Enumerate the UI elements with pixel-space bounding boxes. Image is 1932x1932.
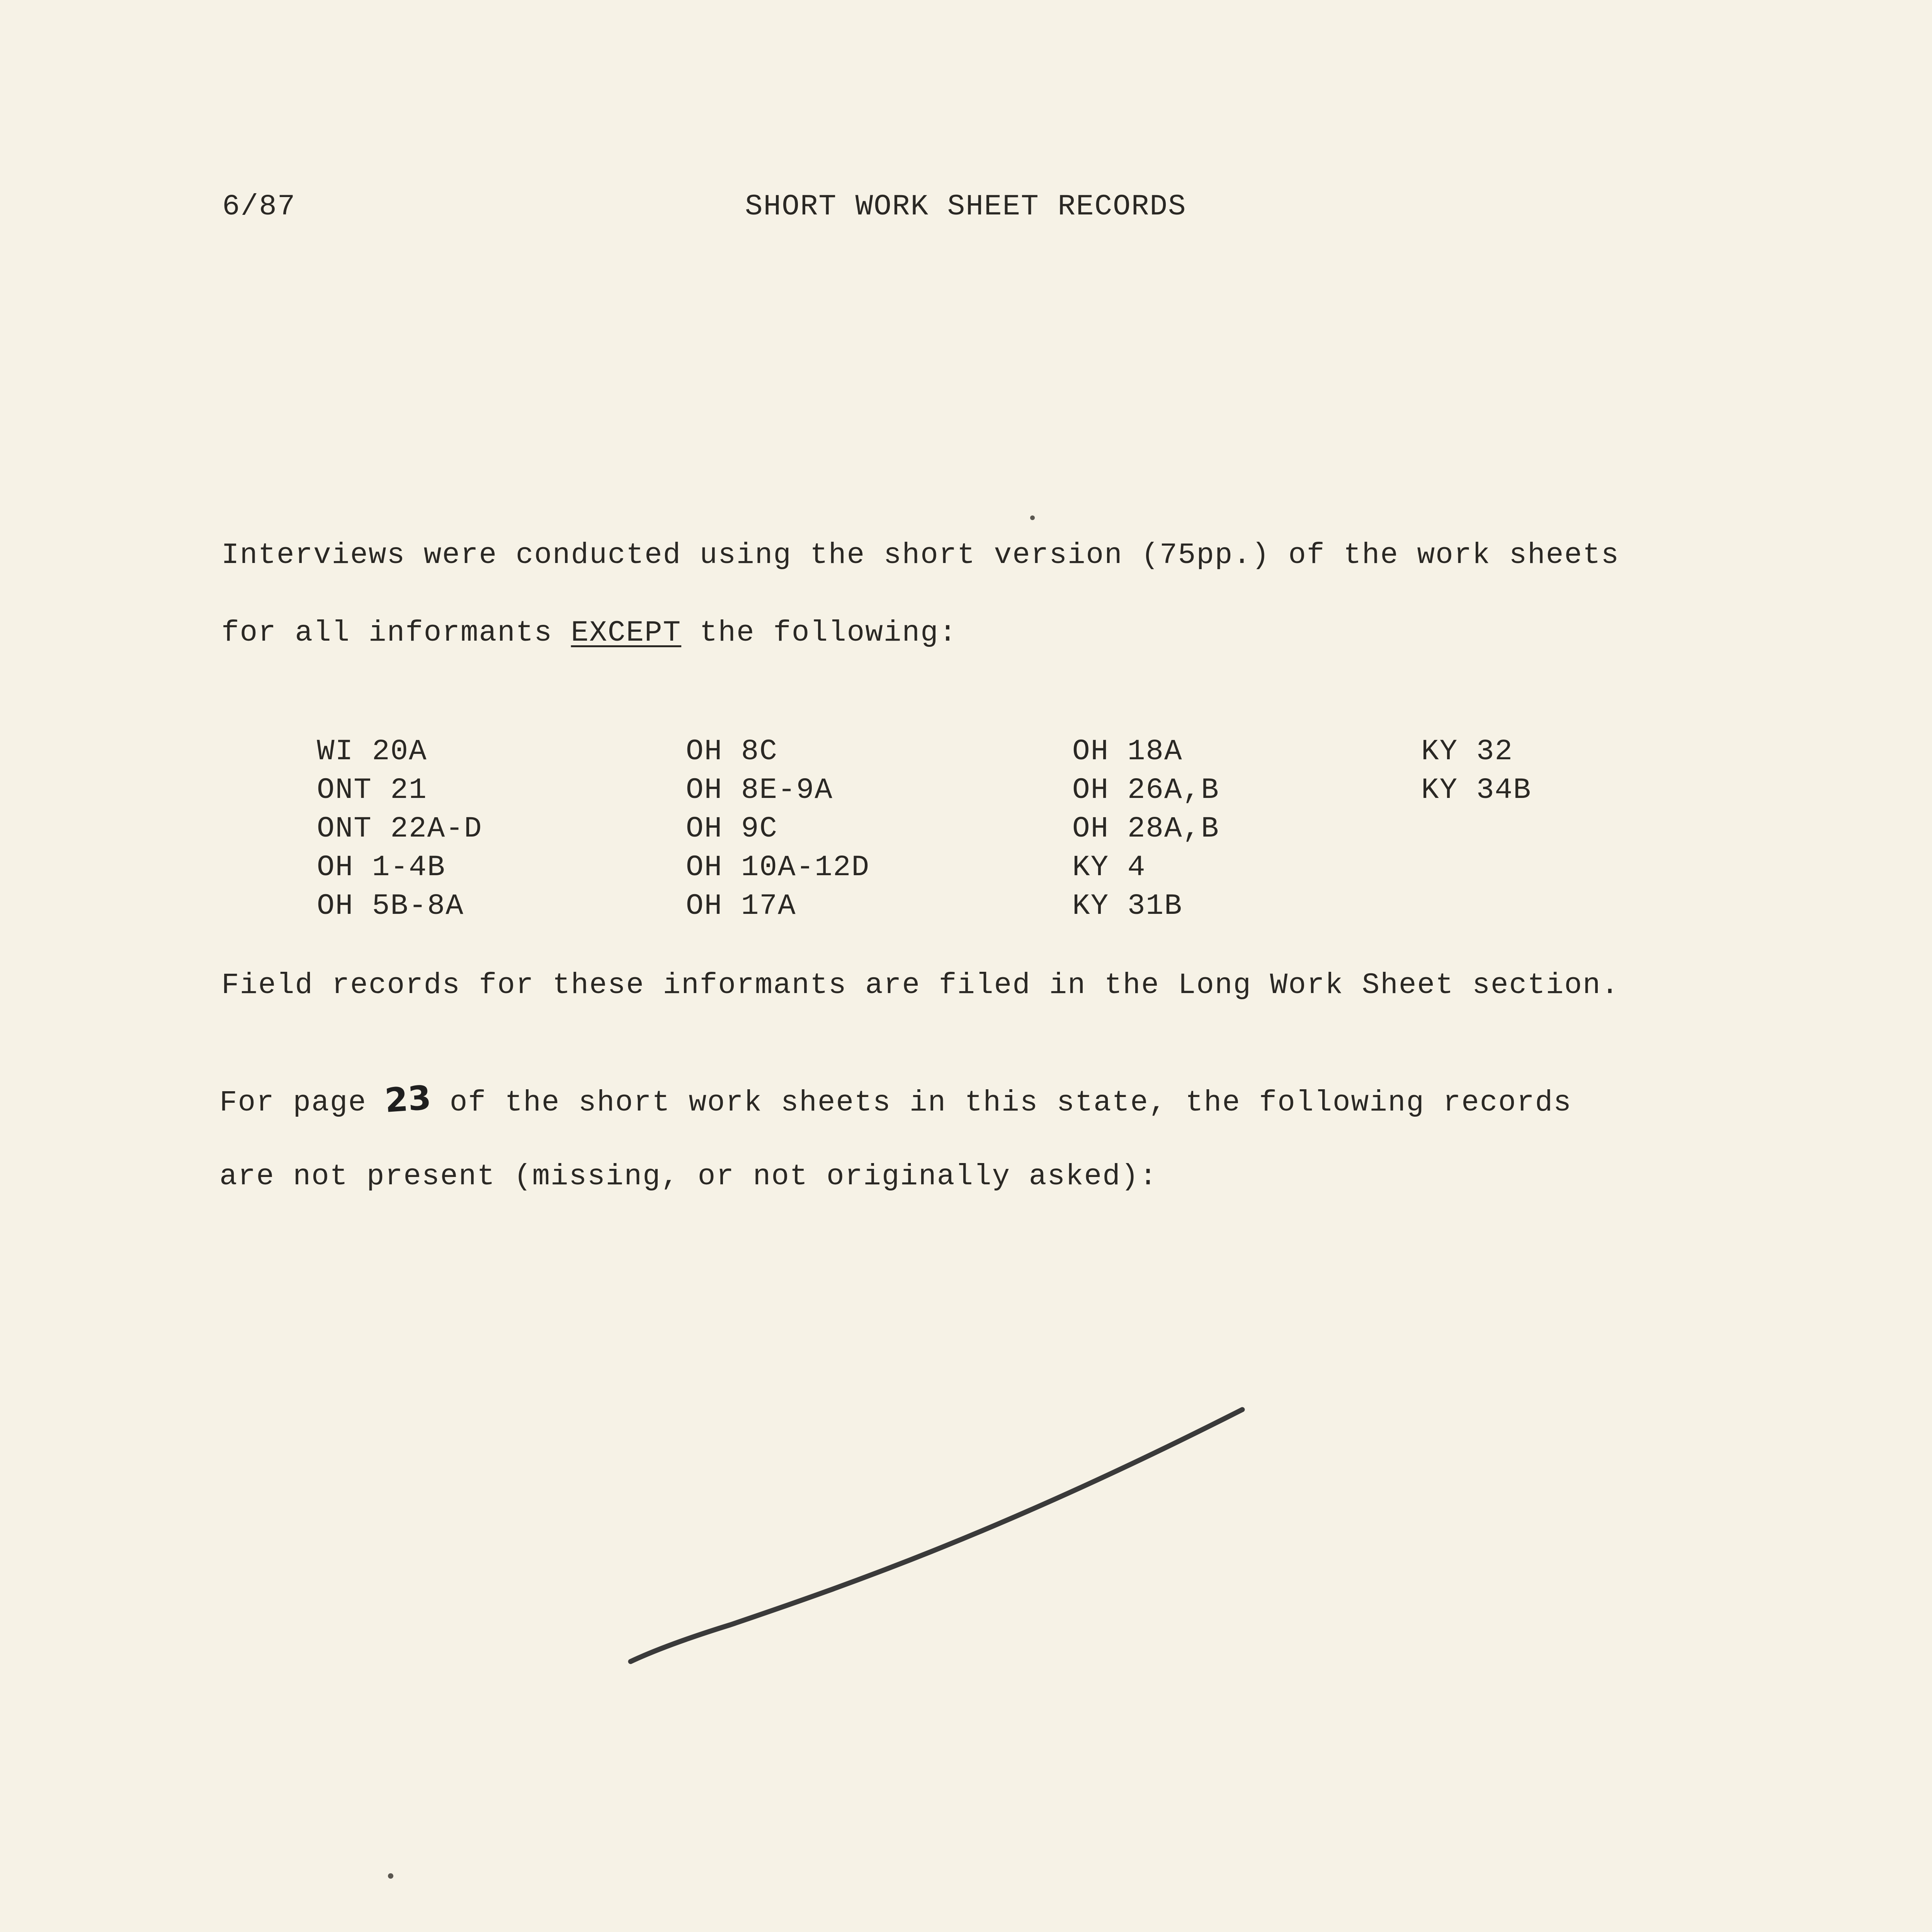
document-title: SHORT WORK SHEET RECORDS — [745, 190, 1187, 223]
informant-code: KY 32 — [1421, 735, 1514, 768]
informant-code: OH 1-4B — [317, 851, 446, 884]
informant-code: ONT 21 — [317, 774, 427, 807]
informant-code: ONT 22A-D — [317, 812, 483, 845]
field-records-note: Field records for these informants are filed in the Long Work Sheet section. — [221, 969, 1620, 1002]
informant-code: WI 20A — [317, 735, 427, 768]
intro-line-1: Interviews were conducted using the short version (75pp.) of the work sheets — [221, 539, 1620, 572]
informant-code: KY 34B — [1421, 774, 1532, 807]
informant-code: KY 4 — [1072, 851, 1146, 884]
informant-code: OH 9C — [686, 812, 778, 845]
informant-code: OH 17A — [686, 889, 796, 923]
informant-code: OH 26A,B — [1072, 774, 1219, 807]
informant-code: OH 28A,B — [1072, 812, 1219, 845]
document-date: 6/87 — [222, 190, 296, 223]
missing-line-1-before: For page — [219, 1086, 385, 1119]
informant-code: KY 31B — [1072, 889, 1183, 923]
handwritten-page-number: 23 — [384, 1078, 433, 1121]
intro-line-2-before: for all informants — [221, 616, 571, 650]
informant-code: OH 8C — [686, 735, 778, 768]
informant-code: OH 5B-8A — [317, 889, 464, 923]
intro-line-2-after: the following: — [681, 616, 957, 650]
informant-code: OH 8E-9A — [686, 774, 833, 807]
informant-code: OH 18A — [1072, 735, 1183, 768]
missing-line-1-after: of the short work sheets in this state, the following records — [431, 1086, 1572, 1119]
informant-code: OH 10A-12D — [686, 851, 870, 884]
missing-line-2: are not present (missing, or not originally asked): — [219, 1160, 1158, 1193]
except-emphasis: EXCEPT — [571, 616, 682, 650]
